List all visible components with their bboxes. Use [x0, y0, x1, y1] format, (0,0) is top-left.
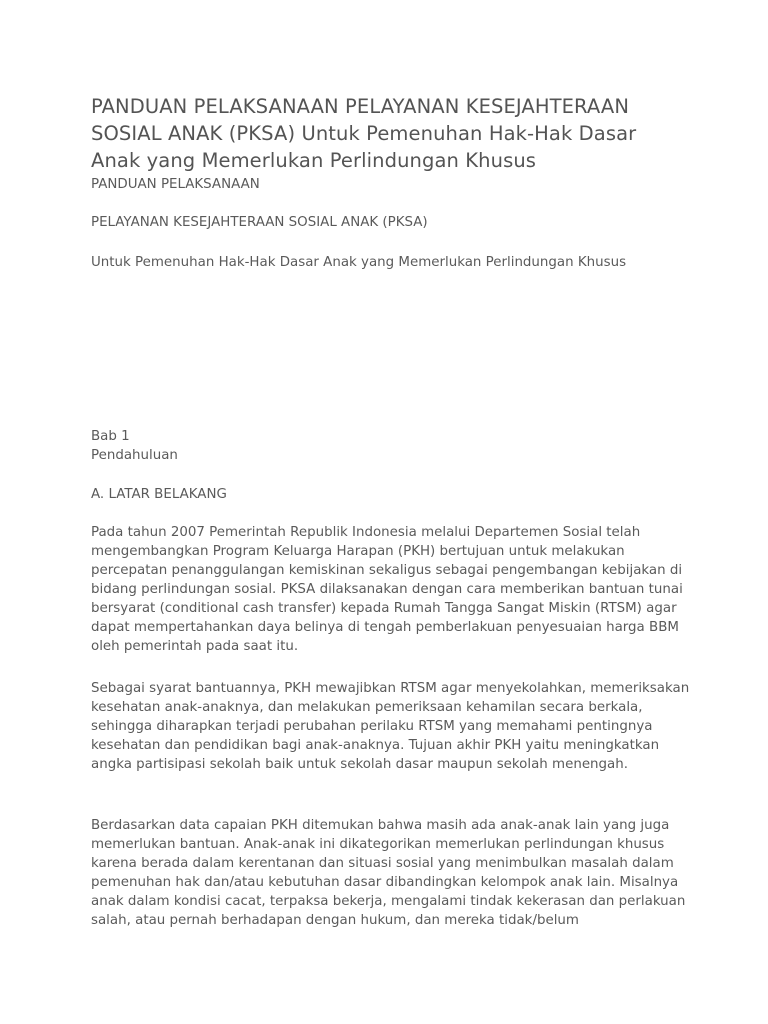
- paragraph-2: Sebagai syarat bantuannya, PKH mewajibkan RTSM agar menyekolahkan, memeriksakan kesehatan anak-anaknya, dan melakukan pemeriksaan kehamilan secara berkala, sehingga diharapkan terjadi perubahan perilaku RTSM yang memahami pentingnya kesehatan dan pendidikan bagi anak-anaknya. Tujuan akhir PKH yaitu meningkatkan angka partisipasi sekolah baik untuk sekolah dasar maupun sekolah menengah.: [91, 681, 690, 772]
- chapter-heading: [91, 427, 691, 465]
- document-page: [91, 93, 691, 928]
- subtitle-line-1: PANDUAN PELAKSANAAN: [91, 177, 260, 192]
- section-heading: A. LATAR BELAKANG: [91, 487, 227, 502]
- paragraph-1: Pada tahun 2007 Pemerintah Republik Indonesia melalui Departemen Sosial telah mengembangkan Program Keluarga Harapan (PKH) bertujuan untuk melakukan percepatan penanggulangan kemiskinan sekaligus sebagai pengembangan kebijakan di bidang perlindungan sosial. PKSA dilaksanakan dengan cara memberikan bantuan tunai bersyarat (conditional cash transfer) kepada Rumah Tangga Sangat Miskin (RTSM) agar dapat mempertahankan daya belinya di tengah pemberlakuan penyesuaian harga BBM oleh pemerintah pada saat itu.: [91, 525, 683, 654]
- chapter-number: Bab 1: [91, 429, 130, 444]
- subtitle-line-3: Untuk Pemenuhan Hak-Hak Dasar Anak yang Memerlukan Perlindungan Khusus: [91, 255, 627, 270]
- document-title: PANDUAN PELAKSANAAN PELAYANAN KESEJAHTERAAN SOSIAL ANAK (PKSA) Untuk Pemenuhan Hak-Hak Dasar Anak yang Memerlukan Perlindungan Khusus: [91, 95, 637, 172]
- subtitle-line-2: PELAYANAN KESEJAHTERAAN SOSIAL ANAK (PKSA): [91, 215, 428, 230]
- chapter-name: Pendahuluan: [91, 448, 178, 463]
- paragraph-3: Berdasarkan data capaian PKH ditemukan bahwa masih ada anak-anak lain yang juga memerlukan bantuan. Anak-anak ini dikategorikan memerlukan perlindungan khusus karena berada dalam kerentanan dan situasi sosial yang menimbulkan masalah dalam pemenuhan hak dan/atau kebutuhan dasar dibandingkan kelompok anak lain. Misalnya anak dalam kondisi cacat, terpaksa bekerja, mengalami tindak kekerasan dan perlakuan salah, atau pernah berhadapan dengan hukum, dan mereka tidak/belum: [91, 818, 686, 928]
